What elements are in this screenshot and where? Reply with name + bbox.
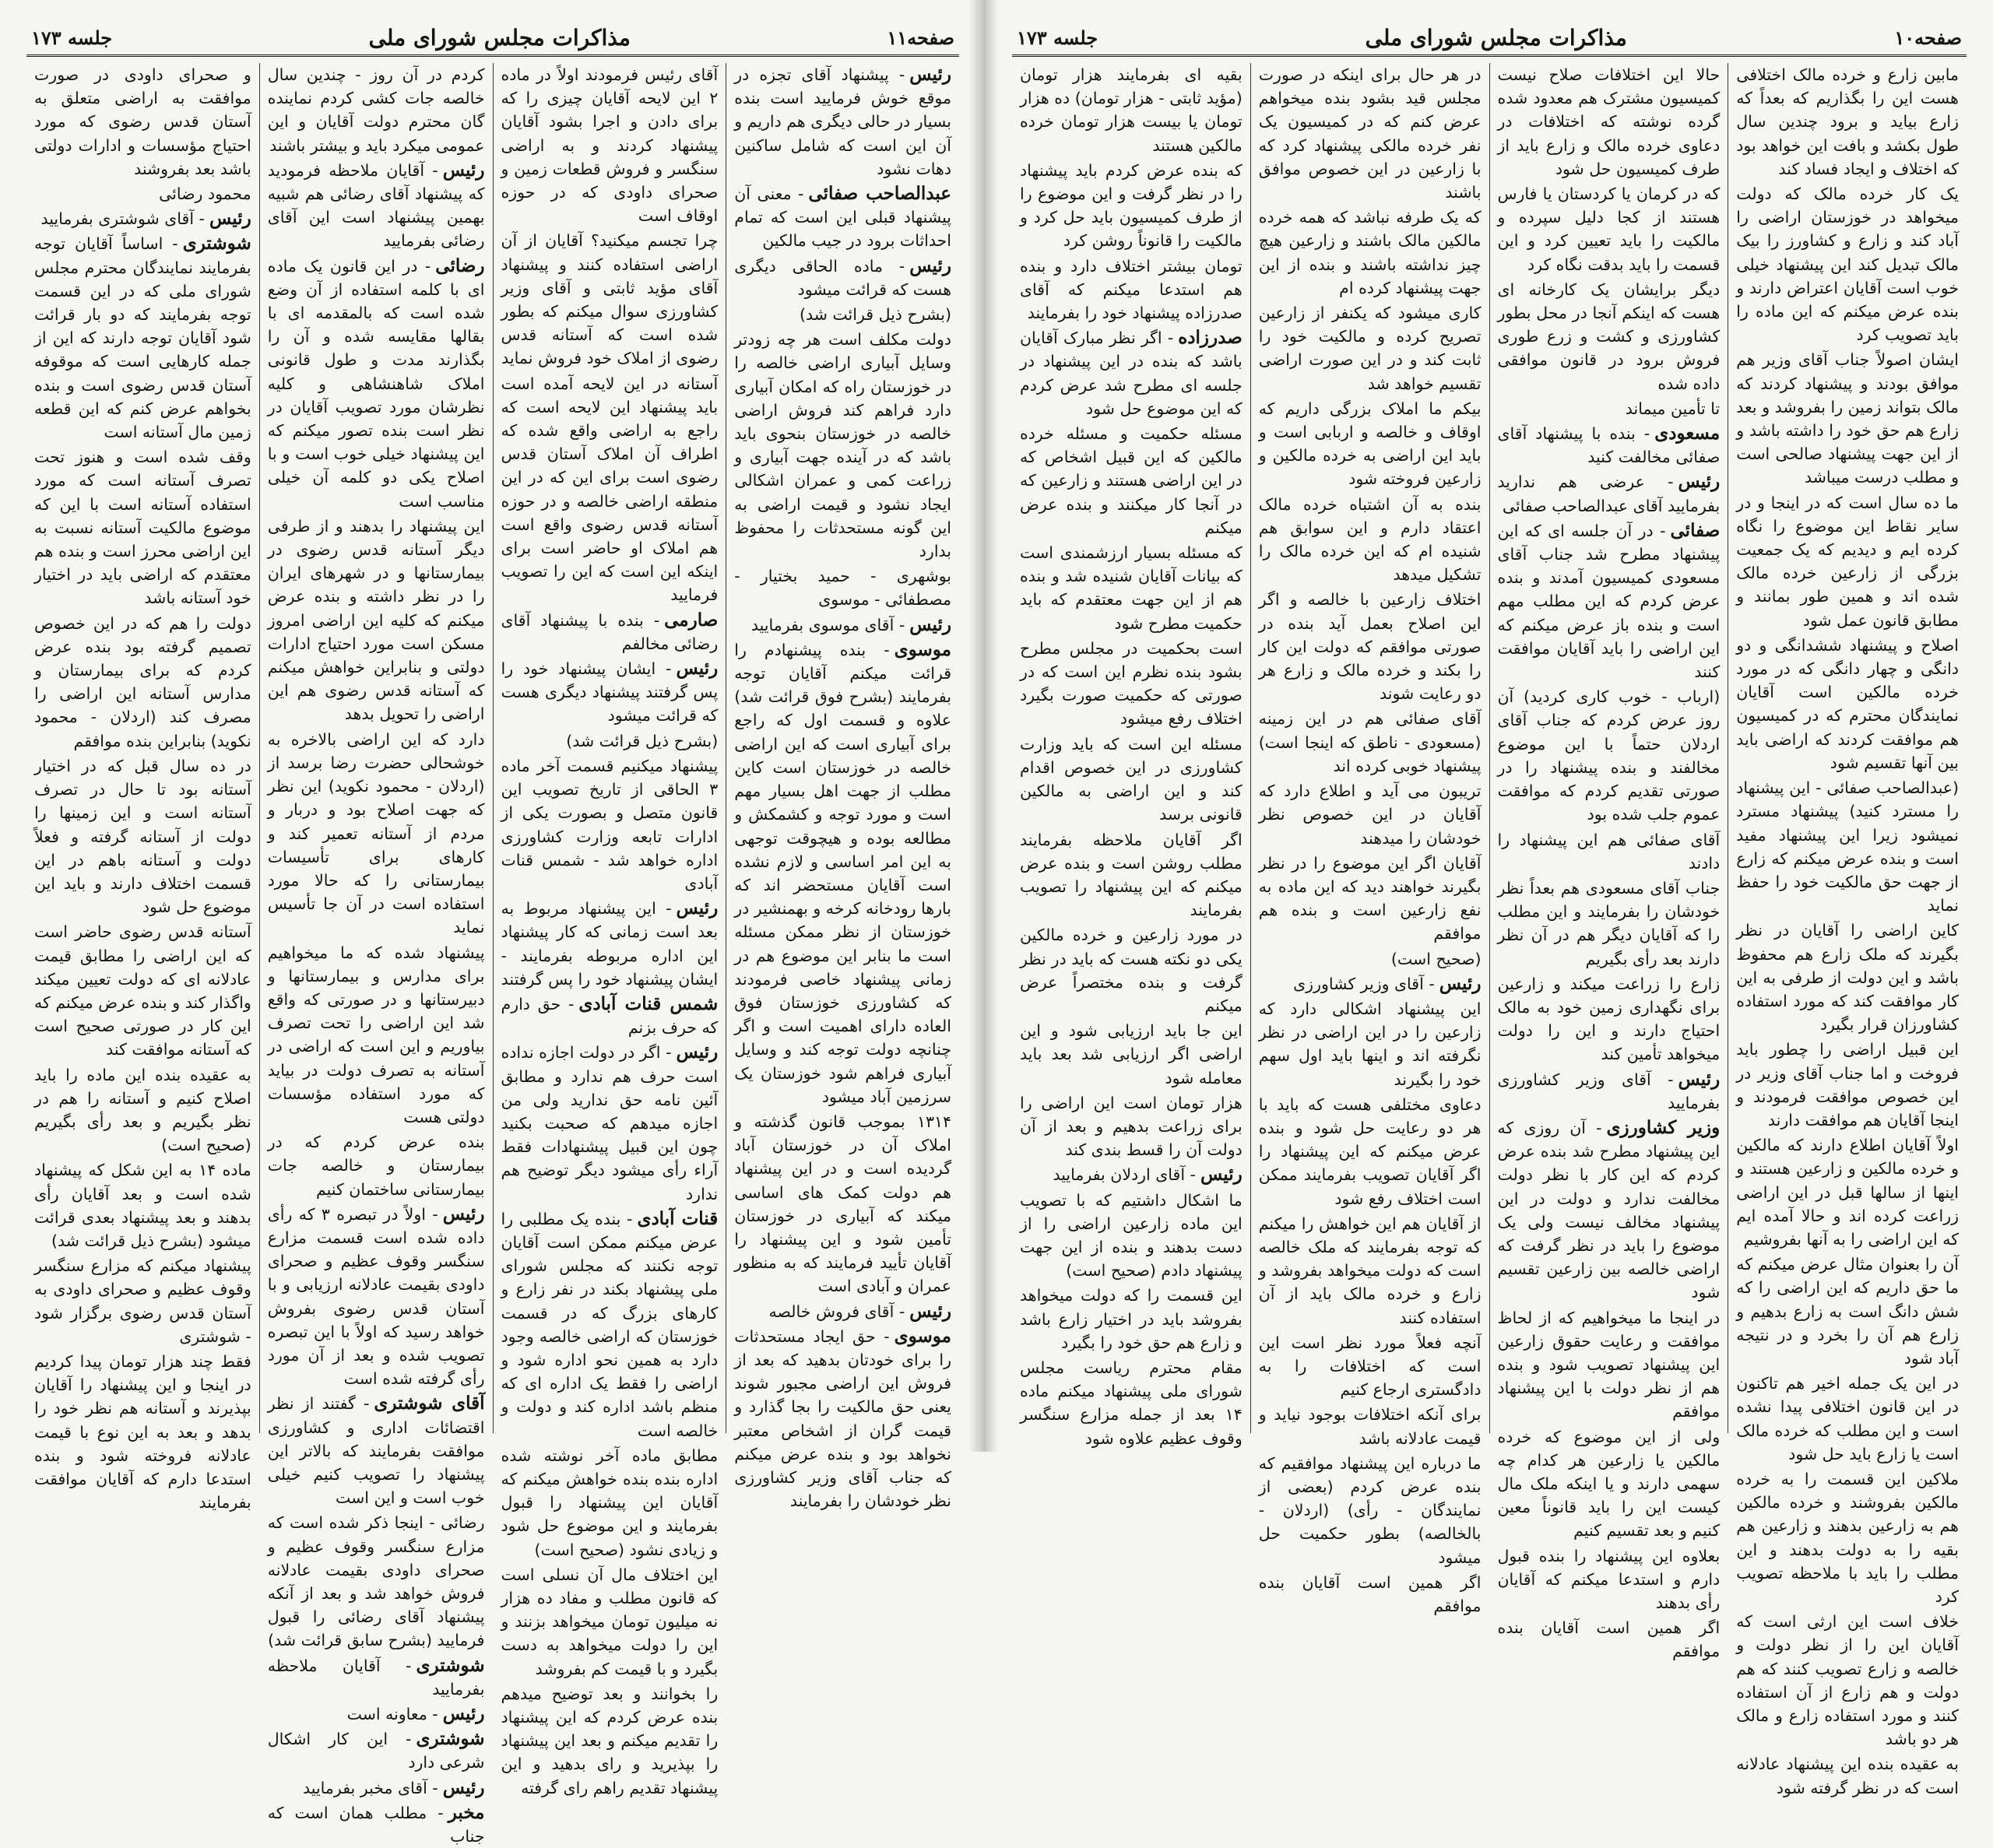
paragraph <box>1498 519 1721 683</box>
paragraph-text: - پیشنهاد آقای تجزه در موقع خوش فرمایید است بنده بسیار در حالی دیگری هم داریم و آن این است که شامل ساکنین دهات نشود <box>734 65 951 178</box>
paragraph <box>1736 1133 1959 1251</box>
paragraph-text: بقیه ای بفرمایند هزار تومان (مؤید ثابتی - هزار تومان) ده هزار تومان یا بیست هزار تومان خرده مالکین هستند <box>1020 65 1243 155</box>
paragraph-text: تریبون می آید و اطلاع دارد که آقایان در این خصوص نظر خودشان را میدهند <box>1258 782 1482 848</box>
speaker-name: موسوی <box>894 638 951 660</box>
paragraph <box>1498 1544 1721 1615</box>
right-columns <box>1012 63 1967 1797</box>
paragraph <box>34 232 251 444</box>
paragraph-text: پیشنهاد شده که ما میخواهیم برای مدارس و بیمارستانها و دبیرستانها و در صورتی که واقع شد این اراضی را تحت تصرف بیاوریم و این است که اراضی در آستانه به تصرف دولت در بیاید که مورد استفاده مؤسسات دولتی هست <box>267 943 485 1126</box>
paragraph <box>501 1207 719 1442</box>
paragraph-text: کاین اراضی را آقایان در نظر بگیرند که ملک زارع هم محفوظ باشد و این دولت از طرفی به این کار موافقت کند که مورد استفاده کشاورزان قرار بگیرد <box>1736 921 1959 1035</box>
paragraph-text: حالا این اختلافات صلاح نیست کمیسیون مشترک هم معدود شده گرده نوشته که اختلافات در دعاوی خرده مالک و زارع باید از طرف کمیسیون حل شود <box>1497 65 1721 178</box>
paragraph-text: - اگر نظر مبارک آقایان باشد که بنده در این پیشنهاد در جلسه ای مطرح شد عرض کردم که این موضوع حل شود <box>1020 328 1243 418</box>
paragraph <box>268 255 485 513</box>
speaker-name: رئیس <box>909 64 951 85</box>
paragraph-text: دیگر برایشان یک کارخانه ای هست که اینکم آنجا در محل بطور کشاورزی و کشت و زرع طوری فروش برود در قانون موافقی داده شده <box>1497 279 1721 393</box>
speaker-name: صارمی <box>664 609 719 631</box>
paragraph <box>501 657 719 728</box>
paragraph <box>34 612 251 753</box>
text-column <box>493 63 726 1797</box>
speaker-name: رئیس <box>1439 972 1482 994</box>
paragraph <box>1020 1091 1243 1162</box>
paragraph <box>34 1350 251 1514</box>
paragraph <box>734 1300 951 1323</box>
paragraph-text: کردم در آن روز - چندین سال خالصه جات کشی کردم نماینده گان محترم دولت آقایان و این عمومی میکرد باید و بیشتر باشند <box>267 65 485 155</box>
paragraph-text: که در کرمان یا کردستان یا فارس هستند از کجا دلیل سپرده و مالکیت را باید تعیین کرد و این قسمت را باید بدقت نگاه کرد <box>1497 184 1721 274</box>
paragraph <box>34 920 251 1061</box>
paragraph <box>1736 1372 1959 1466</box>
paragraph <box>1259 707 1482 778</box>
paragraph-text: یک کار خرده مالک که دولت میخواهد در خوزستان اراضی را آباد کند و زارع و کشاورز را بیک مالک تبدیل کند این پیشنهاد خیلی خوب است آقایان اعتراض دارند و بنده عرض میکنم که این ماده را باید تصویب کرد <box>1736 184 1959 345</box>
speaker-name: رئیس <box>1200 1164 1243 1186</box>
paragraph-text: در اینجا ما میخواهیم که از لحاظ موافقت و رعایت حقوق زارعین این پیشنهاد تصویب شود و بنده هم از نظر دولت با این پیشنهاد موافقم <box>1497 1308 1721 1421</box>
paragraph <box>1259 1093 1482 1210</box>
paragraph-text: - حق دارم که حرف بزنم <box>501 994 719 1038</box>
paragraph <box>1498 828 1721 875</box>
paragraph-text: که مسئله بسیار ارزشمندی است که بیانات آقایان شنیده شد و بنده هم از این جهت معتقدم که باید حکمیت مطرح شود <box>1020 543 1243 633</box>
left-page <box>0 0 986 1846</box>
paragraph <box>268 1801 485 1848</box>
paragraph <box>1736 1610 1959 1751</box>
paragraph <box>1498 972 1721 1066</box>
paragraph-text: ما اشکال داشتیم که با تصویب این ماده زارعین اراضی را از دست بدهند و بنده از این جهت پیشنهاد دادم (صحیح است) <box>1020 1190 1243 1281</box>
paragraph-text: آقایان اگر این موضوع را در نظر بگیرند خواهند دید که این ماده به نفع زارعین است و بنده هم موافقم <box>1258 853 1482 943</box>
paragraph <box>734 303 951 326</box>
paragraph <box>268 1727 485 1774</box>
paragraph-text: به عقیده بنده این ماده را باید اصلاح کنیم و آستانه را هم در نظر بگیریم و بعد رأی بگیریم (صحیح است) <box>34 1065 251 1155</box>
text-column <box>26 63 259 1512</box>
paragraph <box>1259 206 1482 300</box>
paragraph <box>734 255 951 301</box>
paragraph-text: - بنده با پیشنهاد آقای رضائی مخالفم <box>501 610 719 653</box>
paragraph <box>268 728 485 940</box>
paragraph <box>1498 470 1721 517</box>
paragraph-text: اصلاح و پیشنهاد ششدانگی و دو دانگی و چهار دانگی که در مورد خرده مالکین است آقایان نمایندگان محترم که در کمیسیون هم موافقت کردند که اراضی باید بین آنها تقسیم شود <box>1736 635 1959 772</box>
paragraph-text: دارد که این اراضی بالاخره به خوشحالی حضرت رضا برسد از (اردلان - محمود نکوید) این نظر که جهت اصلاح بود و دربار و مردم از آستانه تعمیر کند و کارهای برای تأسیسات بیمارستانی را که حالا مورد استفاده است در آن جا تأسیس نماید <box>267 729 485 937</box>
paragraph <box>268 1511 485 1652</box>
paragraph <box>268 1654 485 1701</box>
text-column <box>1012 63 1250 1448</box>
paragraph <box>734 328 951 563</box>
speaker-name: شوشتری <box>416 1728 485 1750</box>
paragraph-text: - بنده پیشنهادم را قرائت میکنم آقایان توجه بفرمایند (بشرح فوق قرائت شد) علاوه و قسمت اول که راجع برای آبیاری است که این اراضی خالصه در خوزستان است کاین مطلب از جهت اهل بسیار مهم است و مورد توجه و کشمکش و مطالعه بوده و هیچوقت توجهی به این امر اساسی و لازم نشده است آقایان مستحضر اند که بارها رودخانه کرخه و بهمنشیر در خوزستان از نظر ممکن مسئله است ما بنابر این موضوع هم در زمانی پیشنهاد خاصی فرمودند که کشاورزی خوزستان فوق العاده دارای اهمیت است و اگر چنانچه دولت توجه کند و وسایل آبیاری فراهم شود خوزستان یک سرزمین آباد میشود <box>734 640 951 1106</box>
paragraph <box>501 229 719 370</box>
paragraph-text: آقای صفائی هم این پیشنهاد را دادند <box>1497 830 1721 873</box>
paragraph <box>734 182 951 253</box>
left-columns <box>26 63 959 1846</box>
paragraph <box>1736 491 1959 632</box>
paragraph-text: - معنی آن پیشنهاد قبلی این است که تمام احداثات برود در جیب مالکین <box>734 184 951 251</box>
paragraph <box>1020 541 1243 635</box>
paragraph <box>1259 1571 1482 1618</box>
paragraph-text: در ده سال قبل که در اختیار آستانه بود تا حال در تصرف آستانه است و این زمینها را دولت از آستانه گرفته و فعلاً دولت و آستانه باهم در این قسمت اختلاف دارند و باید این موضوع حل شود <box>34 756 251 917</box>
paragraph <box>34 63 251 181</box>
paragraph <box>268 1203 485 1391</box>
text-column <box>1489 63 1728 1661</box>
paragraph <box>501 1682 719 1800</box>
paragraph <box>268 159 485 253</box>
paragraph-text: - آقای وزیر کشاورزی بفرمایید <box>1497 1070 1721 1112</box>
paragraph <box>1020 923 1243 1017</box>
paragraph-text: - در این قانون یک ماده ای با کلمه استفاده از آن وضع شده است که بالمقدمه ای با بقالها مقایسه شده و آن را بگذارند مدت و طول قانونی املاک شاهنشاهی و کلیه نظرشان مورد تصویب آقایان در نظر است بنده تصور میکنم که این پیشنهاد خیلی خوب است و با اصلاح یکی دو کلمه آن خیلی مناسب است <box>267 256 485 511</box>
paragraph-text: چرا تجسم میکنید؟ آقایان از آن اراضی استفاده کنند و پیشنهاد آقای مؤید ثابتی و آقای وزیر کشاورزی سوال میکنم که بطور شده است که آستانه قدس رضوی از املاک خود فروش نماید <box>501 231 719 368</box>
paragraph <box>1736 182 1959 346</box>
paragraph-text: برای آنکه اختلافات بوجود نیاید و قیمت عادلانه باشد <box>1258 1405 1482 1448</box>
paragraph-text: و صحرای داودی در صورت موافقت به اراضی متعلق به آستان قدس رضوی که مورد احتیاج مؤسسات و ادارات دولتی باشد بعد بفروشند <box>34 65 251 178</box>
paragraph <box>1498 1616 1721 1663</box>
paragraph <box>34 207 251 230</box>
paragraph-text: ۱۳۱۴ بموجب قانون گذشته و املاک آن در خوزستان آباد گردیده است و در این پیشنهاد هم دولت کمک های اساسی میکند که آبیاری در خوزستان تأمین شود و این پیشنهاد را آقایان تأیید فرمایند که به منظور عمران و آبادی است <box>734 1112 951 1296</box>
paragraph <box>734 564 951 611</box>
paragraph <box>1736 1252 1959 1370</box>
paragraph-text: - اولاً در تبصره ۳ که رأی داده شده است قسمت مزارع سنگسر وقوف عظیم و صحرای داودی بقیمت عادلانه ارزیابی و با آستان قدس رضوی بفروش خواهد رسید که اولاً با این تبصره تصویب شده و بعد از آن مورد رأی گرفته شده است <box>267 1204 485 1389</box>
paragraph <box>1736 776 1959 917</box>
paragraph-text: دولت مکلف است هر چه زودتر وسایل آبیاری اراضی خالصه را در خوزستان راه که امکان آبیاری دارد فراهم کند فروش اراضی خالصه در خوزستان بنحوی باید باشد که در آینده جهت آبیاری و زراعت کمی و عمران اشکالی ایجاد نشود و قیمت اراضی به این گونه مستحدثات را محفوظ بدارد <box>734 330 951 561</box>
paragraph <box>268 1130 485 1201</box>
paragraph-text: اختلاف زارعین با خالصه و اگر این اصلاح بعمل آید بنده در صورتی موافقم که دولت این کار را بکند و خرده مالک و زارع هر دو رعایت شوند <box>1258 590 1482 704</box>
paragraph-text: - آقایان ملاحظه فرمودید که پیشنهاد آقای رضائی هم شبیه بهمین پیشنهاد است این آقای رضائی بفرمایید <box>267 160 485 251</box>
paragraph <box>268 941 485 1130</box>
paragraph-text: دولت را هم که در این خصوص تصمیم گرفته بود بنده عرض کردم که برای بیمارستان و مدارس آستانه این اراضی را مصرف کند (اردلان - محمود نکوید) بنابراین بنده موافقم <box>34 613 251 750</box>
right-header-session: جلسه ۱۷۳ <box>1017 26 1098 49</box>
paragraph-text: - حق ایجاد مستحدثات را برای خودتان بدهید که بعد از فروش این اراضی مجبور شوند یعنی حق مالکیت را بجا گذارد و قیمت گران از اشخاص معتبر نخواهد بود و بنده عرض میکنم که جناب آقای وزیر کشاورزی نظر خودشان را بفرمایند <box>734 1326 951 1511</box>
paragraph-text: آن را بعنوان مثال عرض میکنم که ما حق داریم که این اراضی را که شش دانگ است به زارع بدهیم و زارع هم آن را بخرد و در نتیجه آباد شود <box>1736 1255 1959 1368</box>
speaker-name: قنات آبادی <box>637 1207 719 1229</box>
paragraph-text: از آقایان هم این خواهش را میکنم که توجه بفرمایند که ملک خالصه است که دولت میخواهد بفروشد و زارع و خرده مالک باید از آن استفاده کنند <box>1258 1214 1482 1327</box>
speaker-name: رئیس <box>909 613 951 635</box>
paragraph-text: - آقای مخبر بفرمایید <box>303 1778 438 1797</box>
paragraph-text: به عقیده بنده این پیشنهاد عادلانه است که در نظر گرفته شود <box>1736 1755 1959 1797</box>
text-column <box>1250 63 1489 1615</box>
left-header-title: مذاکرات مجلس شورای ملی <box>368 24 631 51</box>
paragraph-text: آنچه فعلاً مورد نظر است این است که اختلافات را به دادگستری ارجاع کنیم <box>1258 1333 1482 1400</box>
paragraph-text: را بخوانند و بعد توضیح میدهم بنده عرض کردم که این پیشنهاد را تقدیم میکنم و بعد این پیشنهاد را بپذیرید و رای بدهید و این پیشنهاد تقدیم راهم رای گرفته <box>501 1684 719 1797</box>
paragraph-text: - ایشان پیشنهاد خود را پس گرفتند پیشنهاد دیگری هست که قرائت میشود <box>501 659 719 725</box>
paragraph-text: ولی از این موضوع که خرده مالکین یا زارعین هر کدام چه سهمی دارند و یا اینکه ملک مال کیست این را باید قانوناً معین کنیم و بعد تقسیم کنیم <box>1497 1427 1721 1541</box>
speaker-name: صدرزاده <box>1178 327 1243 349</box>
paragraph <box>1736 1038 1959 1132</box>
paragraph <box>501 729 719 753</box>
paragraph <box>1498 877 1721 971</box>
paragraph <box>501 993 719 1039</box>
left-header-page-number: صفحه۱۱ <box>887 26 954 49</box>
paragraph-text: - آن روزی که این پیشنهاد مطرح شد بنده عرض کردم که این کار با نظر دولت مخالفت ندارد و دولت در این پیشنهاد مخالف نیست ولی یک موضوع را باید در نظر گرفت که اراضی خالصه بین زارعین تقسیم شود <box>1497 1118 1721 1302</box>
paragraph <box>1498 278 1721 395</box>
speaker-name: موسوی <box>894 1325 951 1347</box>
paragraph-text: (عبدالصاحب صفائی - این پیشنهاد را مسترد کنید) پیشنهاد مسترد نمیشود زیرا این پیشنهاد مفید است و بنده عرض میکنم که زارع از جهت حق مالکیت خود را حفظ نماید <box>1736 778 1959 915</box>
paragraph-text: این اختلاف مال آن نسلی است که قانون مطلب و مفاد ده هزار نه میلیون تومان میخواهد بزنند و این را دولت میخواهد به دست بگیرد و با قیمت کم بفروشد <box>501 1565 719 1678</box>
paragraph-text: ایشان اصولاً جناب آقای وزیر هم موافق بودند و پیشنهاد کردند که مالک بتواند زمین را بفروشد و بعد زارع هم حق خود را داشته باشد و از این جهت پیشنهاد صالحی است و مطلب درست میباشد <box>1736 350 1959 487</box>
paragraph <box>1259 397 1482 491</box>
paragraph <box>1020 637 1243 731</box>
paragraph-text: - این کار اشکال شرعی دارد <box>267 1730 485 1772</box>
paragraph-text: (بشرح ذیل قرائت شد) <box>566 731 719 750</box>
paragraph-text: این قبیل اراضی را چطور باید فروخت و اما جناب آقای وزیر در این خصوص موافقت فرمودند و اینجا آقایان هم موافقت دارند <box>1736 1040 1959 1130</box>
paragraph-text: ملاکین این قسمت را به خرده مالکین بفروشند و خرده مالکین هم به زارعین بدهند و زارعین هم بقیه را به دولت بدهند و این مطلب را باید با ملاحظه تصویب کرد <box>1736 1469 1959 1606</box>
paragraph <box>1259 1403 1482 1449</box>
paragraph <box>734 63 951 181</box>
paragraph <box>501 754 719 895</box>
paragraph-text: - ماده الحاقی دیگری هست که قرائت میشود <box>734 256 951 299</box>
paragraph <box>1736 348 1959 489</box>
paragraph-text: اگر همین است آقایان بنده موافقم <box>1258 1572 1482 1615</box>
paragraph <box>1498 1068 1721 1115</box>
paragraph <box>1736 1752 1959 1799</box>
paragraph-text: - آقایان ملاحظه بفرمایید <box>267 1656 485 1699</box>
speaker-name: رئیس <box>676 1042 719 1063</box>
text-column <box>259 63 493 1846</box>
right-page-header <box>1012 20 1967 57</box>
paragraph <box>734 1325 951 1513</box>
paragraph-text: خلاف است این ارثی است که آقایان این را از نظر دولت و خالصه و زارع تصویب کنند که هم دولت و هم زارع از آن استفاده کنند و مورد استفاده زارع و مالک هر دو باشد <box>1736 1612 1959 1749</box>
paragraph-text: - اگر در دولت اجازه نداده است حرف هم ندارد و مطابق آئین نامه حق ندارید ولی من اجازه میدهم که صحبت بکنید چون این قبیل پیشنهادات فقط آراء رأی میشود دیگر توضیح هم ندارد <box>501 1043 719 1203</box>
paragraph-text: - آقای وزیر کشاورزی <box>1293 974 1435 993</box>
paragraph-text: - این پیشنهاد مربوط به بعد است زمانی که کار پیشنهاد این اداره مربوطه بفرمایند - ایشان پیشنهاد خود را پس گرفتند <box>501 899 719 989</box>
speaker-name: مسعودی <box>1654 423 1721 444</box>
paragraph-text: - آقای شوشتری بفرمایید <box>40 209 205 229</box>
paragraph <box>1259 1331 1482 1402</box>
right-page <box>986 0 1993 1797</box>
paragraph <box>1498 1116 1721 1305</box>
paragraph-text: مسئله این است که باید وزارت کشاورزی در این خصوص اقدام کند و این اراضی به مالکین قانونی برسد <box>1020 734 1243 824</box>
paragraph <box>501 897 719 991</box>
paragraph-text: - معاونه است <box>346 1705 438 1724</box>
paragraph <box>1498 1425 1721 1543</box>
paragraph <box>1259 997 1482 1091</box>
speaker-name: مخبر <box>448 1801 485 1823</box>
paragraph <box>1498 1306 1721 1424</box>
speaker-name: صفائی <box>1670 519 1721 541</box>
paragraph-text: در این یک جمله اخیر هم تاکنون در این قانون اختلافی پیدا نشده است و این مطلب که خرده مالک است یا زارع باید حل شود <box>1736 1374 1959 1463</box>
paragraph-text: پیشنهاد میکنیم قسمت آخر ماده ۳ الحاقی از تاریخ تصویب این قانون متصل و بصورت یکی از ادارات تابعه وزارت کشاورزی اداره خواهد شد - شمس قنات آبادی <box>501 756 719 893</box>
paragraph-text: در مورد زارعین و خرده مالکین یکی دو نکته هست که باید در نظر گرفت و بنده مختصراً عرض میکنم <box>1020 926 1243 1015</box>
paragraph-text: کاری میشود که یکنفر از زارعین تصریح کرده و مالکیت خود را ثابت کند و در این صورت اراضی تقسیم خواهد شد <box>1258 304 1482 393</box>
paragraph-text: (صحیح است) <box>1390 949 1482 968</box>
speaker-name: رئیس <box>1678 471 1721 493</box>
speaker-name: رئیس <box>909 1300 951 1322</box>
paragraph <box>501 372 719 607</box>
paragraph-text: بعلاوه این پیشنهاد را بنده قبول دارم و استدعا میکنم که آقایان رأی بدهند <box>1497 1546 1721 1612</box>
paragraph <box>1736 1467 1959 1608</box>
speaker-name: رئیس <box>1678 1068 1721 1090</box>
paragraph-text: - آقای موسوی بفرمایید <box>750 615 905 634</box>
paragraph-text: اولاً آقایان اطلاع دارند که مالکین و خرده مالکین و زارعین هستند و اینها از سالها قبل در این اراضی زراعت کرده اند و حالا آمده ایم که این اراضی را به آنها بفروشیم <box>1736 1136 1959 1249</box>
paragraph <box>1259 588 1482 705</box>
paragraph <box>1259 947 1482 971</box>
speaker-name: رئیس <box>442 159 485 181</box>
paragraph <box>501 609 719 655</box>
paragraph-text: که یک طرفه نباشد که همه خرده مالکین مالک باشند و زارعین هیچ چیز نداشته باشند و بنده از این جهت پیشنهاد کرده ام <box>1258 208 1482 297</box>
right-header-title: مذاکرات مجلس شورای ملی <box>1365 24 1627 51</box>
paragraph <box>34 754 251 919</box>
paragraph-text: که بنده عرض کردم باید پیشنهاد را در نظر گرفت و این موضوع را از طرف کمیسیون باید حل کرد و مالکیت را قانوناً روشن کرد <box>1020 160 1243 251</box>
paragraph-text: جناب آقای مسعودی هم بعداً نظر خودشان را بفرمایند و این مطلب را که آقایان دیگر هم در آن نظر دارند بعد رأی بگیریم <box>1497 878 1721 968</box>
paragraph <box>734 638 951 1108</box>
paragraph <box>1736 919 1959 1036</box>
paragraph <box>1259 972 1482 996</box>
paragraph-text: این جا باید ارزیابی شود و این اراضی اگر ارزیابی شد بعد باید معامله شود <box>1020 1021 1243 1087</box>
paragraph-text: رضائی - اینجا ذکر شده است که مزارع سنگسر وقوف عظیم و صحرای داودی بقیمت عادلانه فروش خواهد شد و بعد از آنکه پیشنهاد آقای رضائی را قبول فرمایید (بشرح سابق قرائت شد) <box>267 1513 485 1650</box>
paragraph <box>1498 397 1721 420</box>
paragraph <box>1020 422 1243 539</box>
paragraph-text: آستانه قدس رضوی حاضر است که این اراضی را مطابق قیمت عادلانه ای که دولت تعیین میکند واگذار کند و بنده عرض میکنم که این کار در صورتی صحیح است که آستانه موافقت کند <box>34 922 251 1059</box>
speaker-name: رئیس <box>442 1203 485 1224</box>
paragraph <box>268 63 485 157</box>
paragraph <box>268 1392 485 1509</box>
paragraph-text: بنده عرض کردم که در بیمارستان و خالصه جات بیمارستانی ساختمان کنیم <box>267 1133 485 1199</box>
paragraph-text: - عرضی هم ندارید بفرمایید آقای عبدالصاحب صفائی <box>1497 473 1721 515</box>
paragraph <box>501 1444 719 1562</box>
speaker-name: وزیر کشاورزی <box>1606 1116 1721 1138</box>
paragraph-text: تومان بیشتر اختلاف دارد و بنده هم استدعا میکنم که آقای صدرزاده پیشنهاد خود را بفرمایند <box>1020 256 1243 323</box>
paragraph <box>1259 493 1482 587</box>
paragraph-text: در هر حال برای اینکه در صورت مجلس قید بشود بنده میخواهم عرض کنم که در کمیسیون یک نفر خرده مالکی پیشنهاد کرد که با زارعین در این خصوص موافق باشند <box>1258 65 1482 202</box>
paragraph-text: بنده به آن اشتباه خرده مالک اعتقاد دارم و این سوابق هم شنیده ام که این خرده مالک را تشکیل میدهد <box>1258 494 1482 585</box>
speaker-name: رضائی <box>435 255 485 276</box>
paragraph-text: مقام محترم ریاست مجلس شورای ملی پیشنهاد میکنم ماده ۱۴ بعد از جمله مزارع سنگسر وقوف عظیم علاوه شود <box>1020 1358 1243 1448</box>
paragraph-text: بوشهری - حمید بختیار - مصطفائی - موسوی <box>734 567 951 610</box>
paragraph-text: - گفتند از نظر اقتضائات اداری و کشاورزی موافقت بفرمایند که بالاتر این پیشنهاد را تصویب کنیم خیلی خوب است و این است <box>267 1394 485 1508</box>
paragraph-text: مسئله حکمیت و مسئله خرده مالکین که این قبیل اشخاص که در این اراضی هستند و زارعین که در آنجا کار میکنند و بنده عرض میکنم <box>1020 424 1243 537</box>
paragraph-text: اگر همین است آقایان بنده موافقم <box>1497 1618 1721 1661</box>
paragraph-text: بیکم ما املاک بزرگی داریم که اوقاف و خالصه و اربابی است و باید این اراضی به خرده مالکین و زارعین فروخته شود <box>1258 399 1482 489</box>
left-page-header <box>26 20 959 57</box>
paragraph <box>1020 159 1243 253</box>
paragraph <box>1020 63 1243 157</box>
speaker-name: شوشتری <box>416 1654 485 1676</box>
paragraph-text: مطابق ماده آخر نوشته شده اداره بنده بنده خواهش میکنم که آقایان این پیشنهاد را قبول بفرمایند و این موضوع حل شود و زیادی نشود (صحیح است) <box>501 1446 719 1559</box>
paragraph <box>1259 852 1482 946</box>
speaker-name: رئیس <box>442 1776 485 1798</box>
paragraph-text: هزار تومان است این اراضی را برای زراعت بدهیم و بعد از آن دولت آن را قسط بندی کند <box>1020 1093 1243 1160</box>
paragraph-text: (بشرح ذیل قرائت شد) <box>799 305 951 325</box>
speaker-name: شوشتری <box>182 233 251 255</box>
paragraph <box>1020 1019 1243 1090</box>
paragraph-text: - آقای فروش خالصه <box>768 1302 905 1321</box>
paragraph <box>501 1563 719 1681</box>
paragraph-text: - بنده یک مطلبی را عرض میکنم ممکن است آقایان توجه نکنند که مجلس شورای ملی پیشنهاد بکند در نفر زارع و کارهای بزرگ که در قسمت خوزستان که اراضی خالصه وجود دارد به همین نحو اداره شود و اراضی را فقط یک اداره ای که منظم باشد اداره کند و دولت و خالصه است <box>501 1209 719 1440</box>
paragraph-text: زارع را زراعت میکند و زارعین برای نگهداری زمین خود به مالک احتیاج دارند و این را دولت میخواهد تأمین کند <box>1497 974 1721 1064</box>
speaker-name: شمس قنات آبادی <box>578 993 719 1014</box>
paragraph-text: وقف شده است و هنوز تحت تصرف آستانه است که مورد استفاده آستانه است با این که موضوع مالکیت آستانه نسبت به این اراضی محرز است و بنده هم معتقدم که اراضی باید در اختیار خود آستانه باشد <box>34 448 251 608</box>
paragraph <box>734 1110 951 1298</box>
paragraph <box>1020 1189 1243 1283</box>
right-header-page-number: صفحه۱۰ <box>1894 26 1962 49</box>
paragraph <box>1020 733 1243 827</box>
paragraph-text: - آقای اردلان بفرمایید <box>1053 1165 1196 1185</box>
paragraph-text: است بحکمیت در مجلس مطرح بشود بنده نظرم این است که در صورتی که حکمیت صورت بگیرد اختلاف رفع میشود <box>1020 638 1243 729</box>
paragraph <box>34 1158 251 1252</box>
paragraph-text: ماده ۱۴ به این شکل که پیشنهاد شده است و بعد آقایان رأی بدهند و بعد پیشنهاد بعدی قرائت میشود (بشرح ذیل قرائت شد) <box>34 1161 251 1250</box>
paragraph <box>268 1776 485 1800</box>
paragraph-text: محمود رضائی <box>159 184 251 204</box>
paragraph-text: پیشنهاد میکنم که مزارع سنگسر وقوف عظیم و صحرای داودی به آستان قدس رضوی برگزار شود - شوشتری <box>34 1256 251 1346</box>
paragraph-text: - بنده با پیشنهاد آقای صفائی مخالفت کنید <box>1497 424 1721 467</box>
paragraph <box>34 1063 251 1158</box>
paragraph <box>1259 1212 1482 1330</box>
speaker-name: عبدالصاحب صفائی <box>808 183 951 205</box>
paragraph <box>1020 326 1243 420</box>
paragraph <box>1020 1163 1243 1186</box>
speaker-name: رئیس <box>209 208 251 230</box>
paragraph <box>268 515 485 726</box>
speaker-name: آقای شوشتری <box>374 1393 485 1414</box>
paragraph <box>1259 1452 1482 1569</box>
paragraph <box>1020 255 1243 325</box>
paragraph-text: (ارباب - خوب کاری کردید) آن روز عرض کردم که جناب آقای اردلان حتماً با این موضوع مخالفند و بنده پیشنهاد را در صورتی تقدیم کردم که موافقت عموم جلب شده بود <box>1497 687 1721 824</box>
speaker-name: رئیس <box>676 658 719 680</box>
paragraph-text: آستانه در این لایحه آمده است باید پیشنهاد این لایحه است که راجع به اراضی واقع شده که اطراف آن املاک آستان قدس رضوی است برای این که در این منطقه اراضی خالصه و در حوزه آستانه قدس رضوی واقع است هم املاک او حاضر است برای اینکه این است که این را تصویب فرمایید <box>501 374 719 605</box>
paragraph-text: ما درباره این پیشنهاد موافقیم که بنده عرض کردم (بعضی از نمایندگان - رأی) (اردلان - بالخالصه) بطور حکمیت حل میشود <box>1258 1453 1482 1567</box>
paragraph-text: این پیشنهاد را بدهند و از طرفی دیگر آستانه قدس رضوی در بیمارستانها و در شهرهای ایران را در نظر داشته و بنده عرض میکنم که کلیه این اراضی امروز مسکن است مورد احتیاج ادارات دولتی و بنابراین خواهش میکنم که آستانه قدس رضوی هم این اراضی را تحویل بدهد <box>267 516 485 724</box>
paragraph <box>1498 63 1721 181</box>
paragraph-text: مابین زارع و خرده مالک اختلافی هست این را بگذاریم که بعداً که زارع بیاید و برود چندین سال طول بکشد و بافت این خواهد بود که اختلاف و ایجاد فساد کند <box>1736 65 1959 178</box>
paragraph <box>501 63 719 227</box>
paragraph-text: این قسمت را که دولت میخواهد بفروشد باید در اختیار زارع باشد و زارع هم حق خود را بگیرد <box>1020 1286 1243 1352</box>
paragraph-text: تا تأمین میماند <box>1625 399 1721 418</box>
paragraph <box>34 1254 251 1348</box>
paragraph <box>1020 1284 1243 1354</box>
paragraph-text: این پیشنهاد اشکالی دارد که زارعین را در این اراضی در نظر نگرفته اند و اینها باید اول سهم خود را بگیرند <box>1258 999 1482 1089</box>
paragraph <box>1020 828 1243 922</box>
paragraph-text: اگر آقایان ملاحظه بفرمایند مطلب روشن است و بنده عرض میکنم که این پیشنهاد را تصویب بفرمایند <box>1020 830 1243 920</box>
text-column <box>1728 63 1967 1797</box>
paragraph <box>734 613 951 637</box>
left-header-session: جلسه ۱۷۳ <box>31 26 113 49</box>
paragraph-text: دعاوی مختلفی هست که باید با هر دو رعایت حل شود و بنده عرض میکنم که این پیشنهاد را اگر آقایان تصویب بفرمایند ممکن است اختلاف رفع شود <box>1258 1094 1482 1208</box>
speaker-name: رئیس <box>676 898 719 919</box>
paragraph-text: - مطلب همان است که جناب <box>267 1803 485 1846</box>
paragraph <box>1498 422 1721 469</box>
speaker-name: رئیس <box>442 1703 485 1725</box>
paragraph <box>1259 301 1482 395</box>
paragraph-text: فقط چند هزار تومان پیدا کردیم در اینجا و این پیشنهاد را آقایان بپذیرند و آستانه هم نظر خود را بدهد و بعد به این نوع با قیمت عادلانه فروخته شود و بنده استدعا دارم که آقایان موافقت بفرمایند <box>34 1351 251 1512</box>
paragraph <box>501 1041 719 1205</box>
paragraph-text: ما ده سال است که در اینجا و در سایر نقاط این موضوع را نگاه کرده ایم و دیدیم که یک جمعیت بزرگی از زارعین خرده مالک شده اند و همین طور بمانند و مطابق قانون عمل شود <box>1736 493 1959 630</box>
paragraph <box>1498 182 1721 276</box>
paragraph-text: آقای رئیس فرمودند اولاً در ماده ۲ این لایحه آقایان چیزی را که برای دادن و اجرا بشود آقایان پیشنهاد کردند و به اراضی سنگسر و فروش قطعات زمین و صحرای داودی که در حوزه اوقاف است <box>501 65 719 226</box>
paragraph-text: - در آن جلسه ای که این پیشنهاد مطرح شد جناب آقای مسعودی کمیسیون آمدند و بنده عرض کردم که این مطلب مهم است و بنده باز عرض میکنم که این اراضی را باید آقایان موافقت کنند <box>1497 521 1721 682</box>
paragraph <box>1259 63 1482 204</box>
paragraph <box>1736 63 1959 181</box>
paragraph <box>1736 634 1959 775</box>
paragraph-text: آقای صفائی هم در این زمینه (مسعودی - ناطق که اینجا است) پیشنهاد خوبی کرده اند <box>1258 709 1482 775</box>
paragraph <box>268 1702 485 1726</box>
paragraph-text: - اساساً آقایان توجه بفرمایند نمایندگان محترم مجلس شورای ملی که در این قسمت توجه بفرمایند که دو بار قرائت شود آقایان توجه دارند که این از جمله کارهایی است که موقوفه آستان قدس رضوی است و بنده بخواهم عرض کنم که این قطعه زمین مال آستانه است <box>34 234 251 442</box>
paragraph <box>34 445 251 610</box>
paragraph <box>1020 1356 1243 1450</box>
text-column <box>726 63 959 1511</box>
speaker-name: رئیس <box>909 255 951 276</box>
paragraph <box>34 182 251 206</box>
paragraph <box>1259 779 1482 850</box>
paragraph <box>1498 685 1721 826</box>
